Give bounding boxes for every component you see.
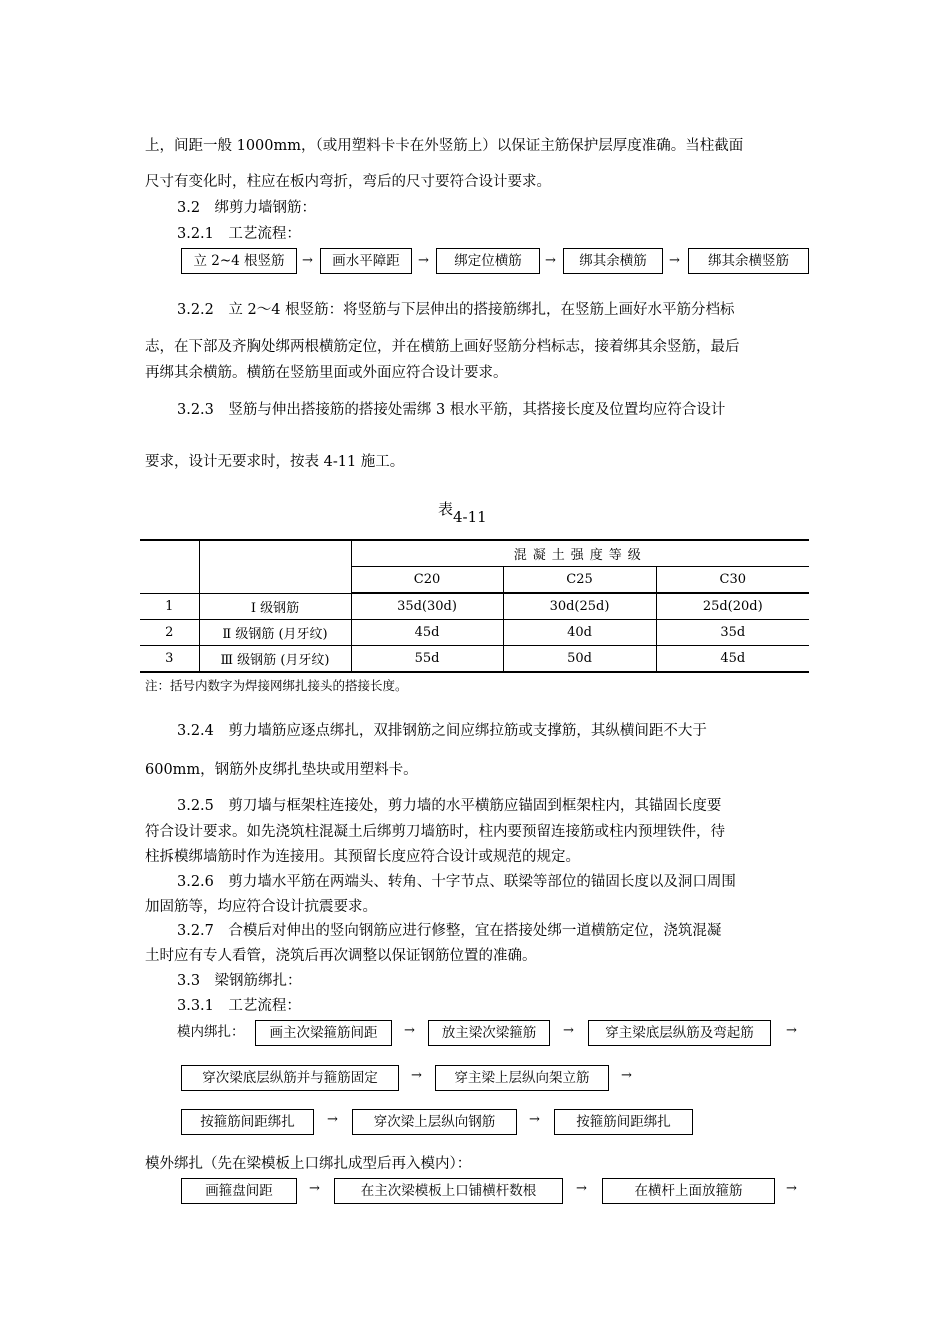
flow-step: 在横杆上面放箍筋 [602,1178,775,1204]
table-cell: Ⅲ 级钢筋 (月牙纹) [199,646,351,673]
arrow-right-icon: → [621,1068,632,1083]
arrow-right-icon: → [302,253,313,268]
table-cell: 1 [140,593,199,620]
table-caption [438,498,487,526]
section-heading: 3.3.1 工艺流程： [177,998,301,1014]
arrow-right-icon: → [669,253,680,268]
table-cell: 45d [351,620,503,646]
table-cell: 30d(25d) [503,593,656,620]
table-row [140,593,809,620]
table-caption-label: 表 [438,500,454,518]
arrow-right-icon: → [545,253,556,268]
paragraph-line: 3.2.3 竖筋与伸出搭接筋的搭接处需绑 3 根水平筋，其搭接长度及位置均应符合设计 [177,402,726,418]
arrow-right-icon: → [411,1068,422,1083]
table-cell: 35d(30d) [351,593,503,620]
table-header-cell: C30 [656,567,809,594]
paragraph-line: 上，间距一般 1000mm，（或用塑料卡卡在外竖筋上）以保证主筋保护层厚度准确。当柱截面 [145,138,744,154]
paragraph-line: 志，在下部及齐胸处绑两根横筋定位，并在横筋上画好竖筋分档标志，接着绑其余竖筋，最后 [145,339,740,355]
section-heading: 3.3 梁钢筋绑扎： [177,973,302,989]
table-cell: 45d [656,646,809,673]
arrow-right-icon: → [418,253,429,268]
flow-step: 穿次梁上层纵向钢筋 [352,1109,517,1135]
table-header-cell: C20 [351,567,503,594]
flow-step: 立 2~4 根竖筋 [181,248,297,274]
paragraph-line: 3.2.6 剪力墙水平筋在两端头、转角、十字节点、联梁等部位的锚固长度以及洞口周围 [177,874,736,890]
paragraph-line: 3.2.4 剪力墙筋应逐点绑扎，双排钢筋之间应绑拉筋或支撑筋，其纵横间距不大于 [177,723,707,739]
table-cell: 50d [503,646,656,673]
arrow-right-icon: → [529,1112,540,1127]
arrow-right-icon: → [309,1181,320,1196]
arrow-right-icon: → [327,1112,338,1127]
flow-step: 绑其余横竖筋 [688,248,809,274]
table-header-cell: C25 [503,567,656,594]
flow-step: 按箍筋间距绑扎 [554,1109,693,1135]
table-note: 注：括号内数字为焊接网绑扎接头的搭接长度。 [145,678,408,693]
flow-step: 绑定位横筋 [436,248,540,274]
paragraph-line: 符合设计要求。如先浇筑柱混凝土后绑剪刀墙筋时，柱内要预留连接筋或柱内预埋铁件，待 [145,824,725,840]
flow-label: 模外绑扎（先在梁模板上口绑扎成型后再入模内）： [145,1156,472,1172]
flow-step: 画水平障距 [320,248,412,274]
table-row [140,620,809,646]
table-row [140,646,809,673]
section-heading: 3.2 绑剪力墙钢筋： [177,200,317,216]
section-heading: 3.2.1 工艺流程： [177,226,301,242]
lap-length-table [140,539,809,673]
table-cell: 40d [503,620,656,646]
table-header-cell [199,540,351,593]
paragraph-line: 再绑其余横筋。横筋在竖筋里面或外面应符合设计要求。 [145,365,508,381]
paragraph-line: 尺寸有变化时，柱应在板内弯折，弯后的尺寸要符合设计要求。 [145,174,551,190]
flow-step: 绑其余横筋 [563,248,663,274]
flow-step: 穿主梁底层纵筋及弯起筋 [588,1020,771,1046]
flow-label: 模内绑扎： [177,1024,245,1040]
table-caption-number: 4-11 [453,508,487,526]
paragraph-line: 加固筋等，均应符合设计抗震要求。 [145,899,377,915]
table-cell: Ⅰ 级钢筋 [199,593,351,620]
flow-step: 按箍筋间距绑扎 [181,1109,314,1135]
paragraph-line: 3.2.2 立 2～4 根竖筋：将竖筋与下层伸出的搭接筋绑扎，在竖筋上画好水平筋分档标 [177,302,735,318]
arrow-right-icon: → [563,1023,574,1038]
table-header-cell [140,540,199,593]
table-cell: 3 [140,646,199,673]
paragraph-line: 柱拆模绑墙筋时作为连接用。其预留长度应符合设计或规范的规定。 [145,849,580,865]
paragraph-line: 要求，设计无要求时，按表 4-11 施工。 [145,454,405,470]
flow-step: 穿主梁上层纵向架立筋 [435,1065,609,1091]
flow-step: 在主次梁模板上口铺横杆数根 [334,1178,563,1204]
table-group-header: 混凝土强度等级 [351,540,809,567]
arrow-right-icon: → [786,1023,797,1038]
arrow-right-icon: → [576,1181,587,1196]
table-cell: 55d [351,646,503,673]
paragraph-line: 3.2.7 合模后对伸出的竖向钢筋应进行修整，宜在搭接处绑一道横筋定位，浇筑混凝 [177,923,722,939]
table-cell: 35d [656,620,809,646]
table-cell: 2 [140,620,199,646]
flow-step: 画主次梁箍筋间距 [255,1020,392,1046]
paragraph-line: 600mm，钢筋外皮绑扎垫块或用塑料卡。 [145,762,418,778]
flow-step: 放主梁次梁箍筋 [428,1020,550,1046]
arrow-right-icon: → [786,1181,797,1196]
paragraph-line: 3.2.5 剪刀墙与框架柱连接处，剪力墙的水平横筋应锚固到框架柱内，其锚固长度要 [177,798,722,814]
table-cell: 25d(20d) [656,593,809,620]
paragraph-line: 土时应有专人看管，浇筑后再次调整以保证钢筋位置的准确。 [145,948,537,964]
flow-step: 穿次梁底层纵筋并与箍筋固定 [181,1065,399,1091]
arrow-right-icon: → [404,1023,415,1038]
table-cell: Ⅱ 级钢筋 (月牙纹) [199,620,351,646]
flow-step: 画箍盘间距 [181,1178,297,1204]
